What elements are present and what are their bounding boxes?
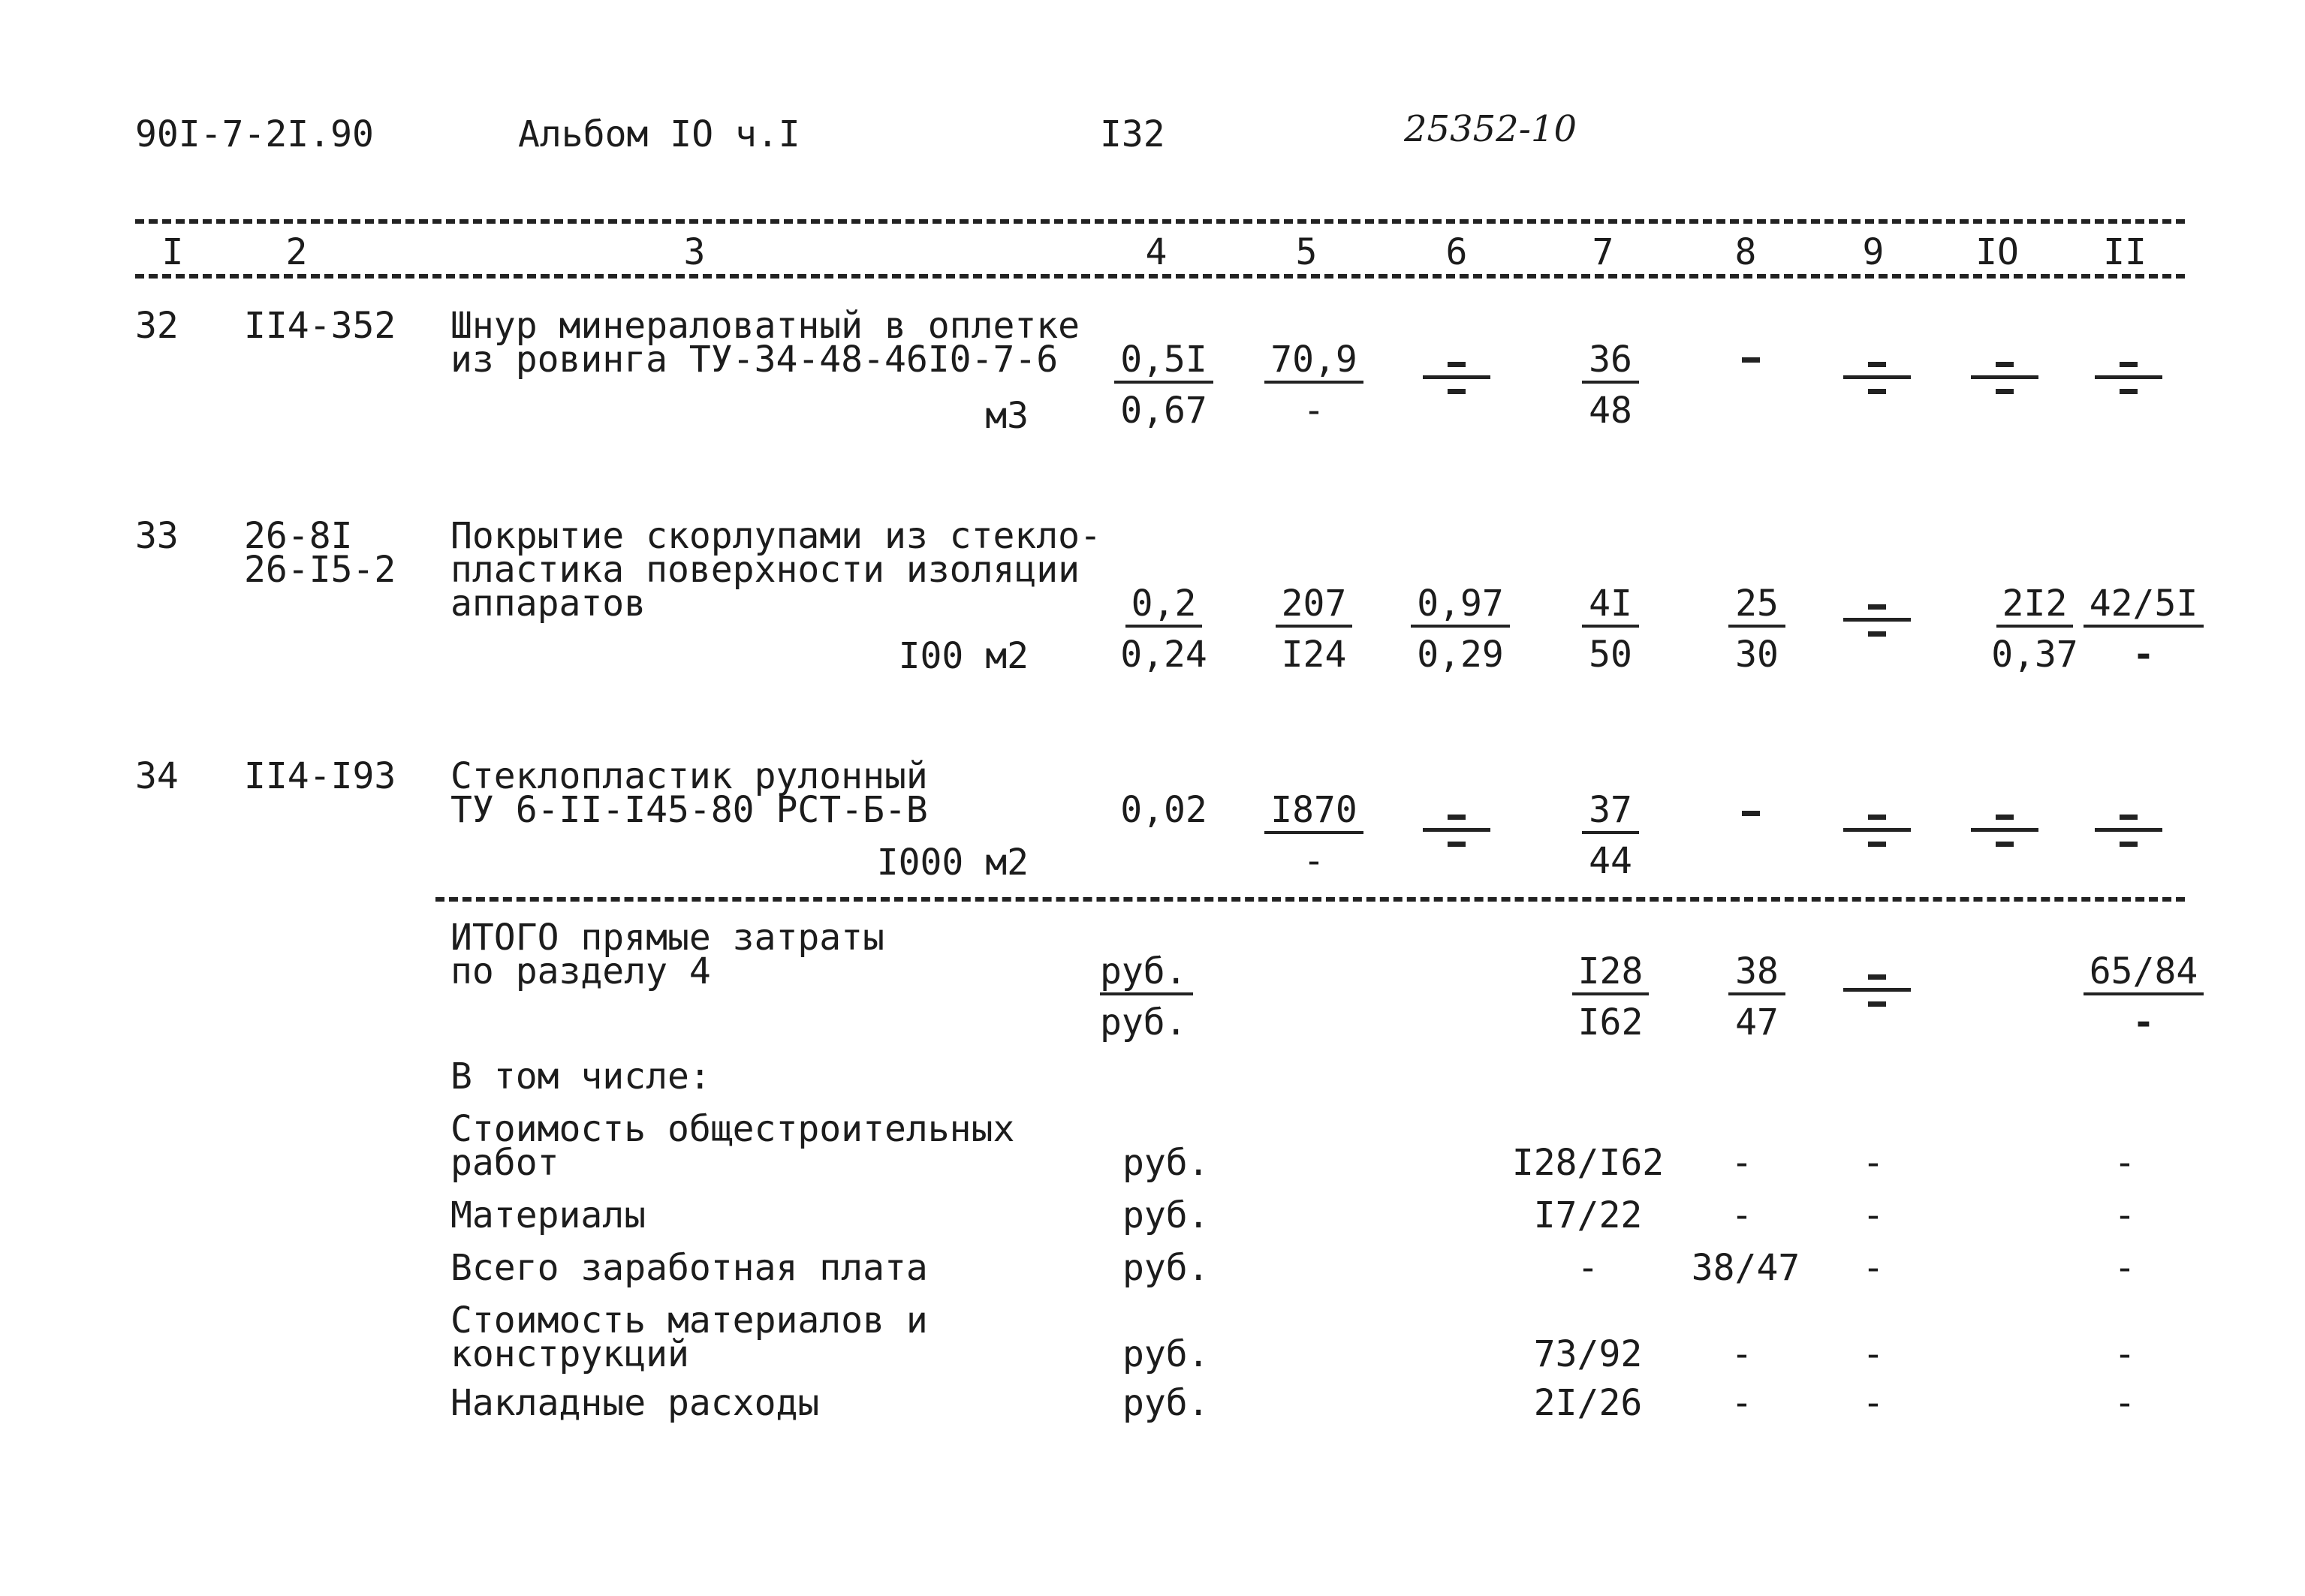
cell-col11: 42/5I - [2080,586,2207,673]
breakdown-item-label: работ [450,1142,559,1184]
breakdown-item-col9: - [1862,1382,1885,1424]
breakdown-item-col9: - [1862,1333,1885,1375]
cell-col7: $\frac{37}{44}$ [1547,792,1674,879]
column-header-3: 3 [683,231,706,273]
breakdown-item-label: Материалы [450,1194,646,1236]
totals-label-line: по разделу 4 [450,950,711,992]
totals-col7: $\frac{I28}{I62}$ [1547,953,1674,1040]
cell-col10-dash-fraction [1971,815,2038,848]
breakdown-item-col11: - [2114,1382,2136,1424]
document-code: 90I-7-2I.90 [135,113,374,155]
cell-col8-dash [1742,811,1760,816]
row-code: II4-I93 [244,755,396,797]
breakdown-item-col8: - [1731,1194,1753,1236]
row-description-line: Стеклопластик рулонный [450,755,928,797]
column-header-5: 5 [1295,231,1318,273]
totals-unit: руб. руб. [1100,953,1228,1040]
column-header-6: 6 [1445,231,1468,273]
document-number: 25352-10 [1404,108,1577,150]
column-header-4: 4 [1145,231,1168,273]
header-bottom-rule [135,274,2185,279]
cell-col4: $\frac{0,2}{0,24}$ [1120,583,1207,676]
column-header-7: 7 [1592,231,1614,273]
cell-col9-dash-fraction [1843,362,1911,395]
cell-col5: $\frac{207}{I24}$ [1250,586,1378,673]
breakdown-item-unit: руб. [1122,1333,1210,1375]
breakdown-item-col9: - [1862,1247,1885,1289]
cell-col6-dash-fraction [1423,362,1490,395]
totals-label-line: ИТОГО прямые затраты [450,917,884,959]
column-header-1: I [161,231,184,273]
breakdown-item-col11: - [2114,1247,2136,1289]
album-label: Альбом IO ч.I [518,113,800,155]
breakdown-item-label: Накладные расходы [450,1382,820,1424]
breakdown-item-col7: I7/22 [1533,1194,1643,1236]
row-description-line: аппаратов [450,583,646,625]
row-number: 34 [135,755,179,797]
breakdown-item-col7: - [1577,1247,1599,1289]
cell-col11-dash-fraction [2095,362,2162,395]
row-code-secondary: 26-I5-2 [244,549,396,591]
row-description-line: из ровинга ТУ-34-48-46I0-7-6 [450,339,1059,381]
cell-col10-dash-fraction [1971,362,2038,395]
row-unit: I000 м2 [876,842,1029,884]
breakdown-item-col7: I28/I62 [1511,1142,1665,1184]
breakdown-item-unit: руб. [1122,1382,1210,1424]
breakdown-item-unit: руб. [1122,1142,1210,1184]
breakdown-item-col9: - [1862,1142,1885,1184]
breakdown-item-col11: - [2114,1194,2136,1236]
column-header-11: II [2103,231,2147,273]
cell-col6: $\frac{0,97}{0,29}$ [1397,586,1524,673]
row-description-line: Покрытие скорлупами из стекло- [450,515,1101,557]
cell-col6-dash-fraction [1423,815,1490,848]
breakdown-item-col8: - [1731,1382,1753,1424]
breakdown-item-label: Стоимость материалов и [450,1299,928,1342]
cell-col7: $\frac{4I}{50}$ [1547,586,1674,673]
row-number: 32 [135,305,179,347]
totals-col8: $\frac{38}{47}$ [1693,953,1821,1040]
cell-col10: $\frac{2I2}{0,37}$ [1991,583,2078,676]
breakdown-item-label: Всего заработная плата [450,1247,928,1289]
row-code: 26-8I [244,515,353,557]
breakdown-item-col9: - [1862,1194,1885,1236]
breakdown-item-col7: 73/92 [1533,1333,1643,1375]
breakdown-item-label: конструкций [450,1333,689,1375]
cell-col8: $\frac{25}{30}$ [1693,586,1821,673]
totals-separator-rule [435,897,2185,902]
breakdown-item-col8: 38/47 [1691,1247,1800,1289]
row-code: II4-352 [244,305,396,347]
row-unit: м3 [985,395,1029,437]
cell-col5: 70,9 - [1250,342,1378,429]
cell-col5: I870 - [1250,792,1378,879]
breakdown-heading: В том числе: [450,1055,711,1098]
cell-col7: $\frac{36}{48}$ [1547,342,1674,429]
column-header-8: 8 [1734,231,1757,273]
column-header-10: IO [1975,231,2019,273]
breakdown-item-unit: руб. [1122,1247,1210,1289]
breakdown-item-col11: - [2114,1142,2136,1184]
breakdown-item-col11: - [2114,1333,2136,1375]
breakdown-item-col7: 2I/26 [1533,1382,1643,1424]
cell-col8-dash [1742,357,1760,363]
totals-col9-dash-fraction [1843,974,1911,1007]
row-description-line: Шнур минераловатный в оплетке [450,305,1080,347]
row-unit: I00 м2 [898,635,1029,677]
row-description-line: пластика поверхности изоляции [450,549,1080,591]
totals-col11: 65/84 - [2080,953,2207,1040]
breakdown-item-label: Стоимость общестроительных [450,1108,1015,1150]
row-number: 33 [135,515,179,557]
breakdown-item-col8: - [1731,1142,1753,1184]
column-header-2: 2 [285,231,308,273]
cell-col4: $\frac{0,5I}{0,67}$ [1100,342,1228,429]
cell-col4: 0,02 [1120,789,1207,831]
cell-col9-dash-fraction [1843,604,1911,637]
row-description-line: ТУ 6-II-I45-80 РСТ-Б-В [450,789,928,831]
header-top-rule [135,219,2185,224]
column-header-9: 9 [1862,231,1885,273]
cell-col11-dash-fraction [2095,815,2162,848]
breakdown-item-unit: руб. [1122,1194,1210,1236]
cell-col9-dash-fraction [1843,815,1911,848]
breakdown-item-col8: - [1731,1333,1753,1375]
page-number: I32 [1100,113,1165,155]
